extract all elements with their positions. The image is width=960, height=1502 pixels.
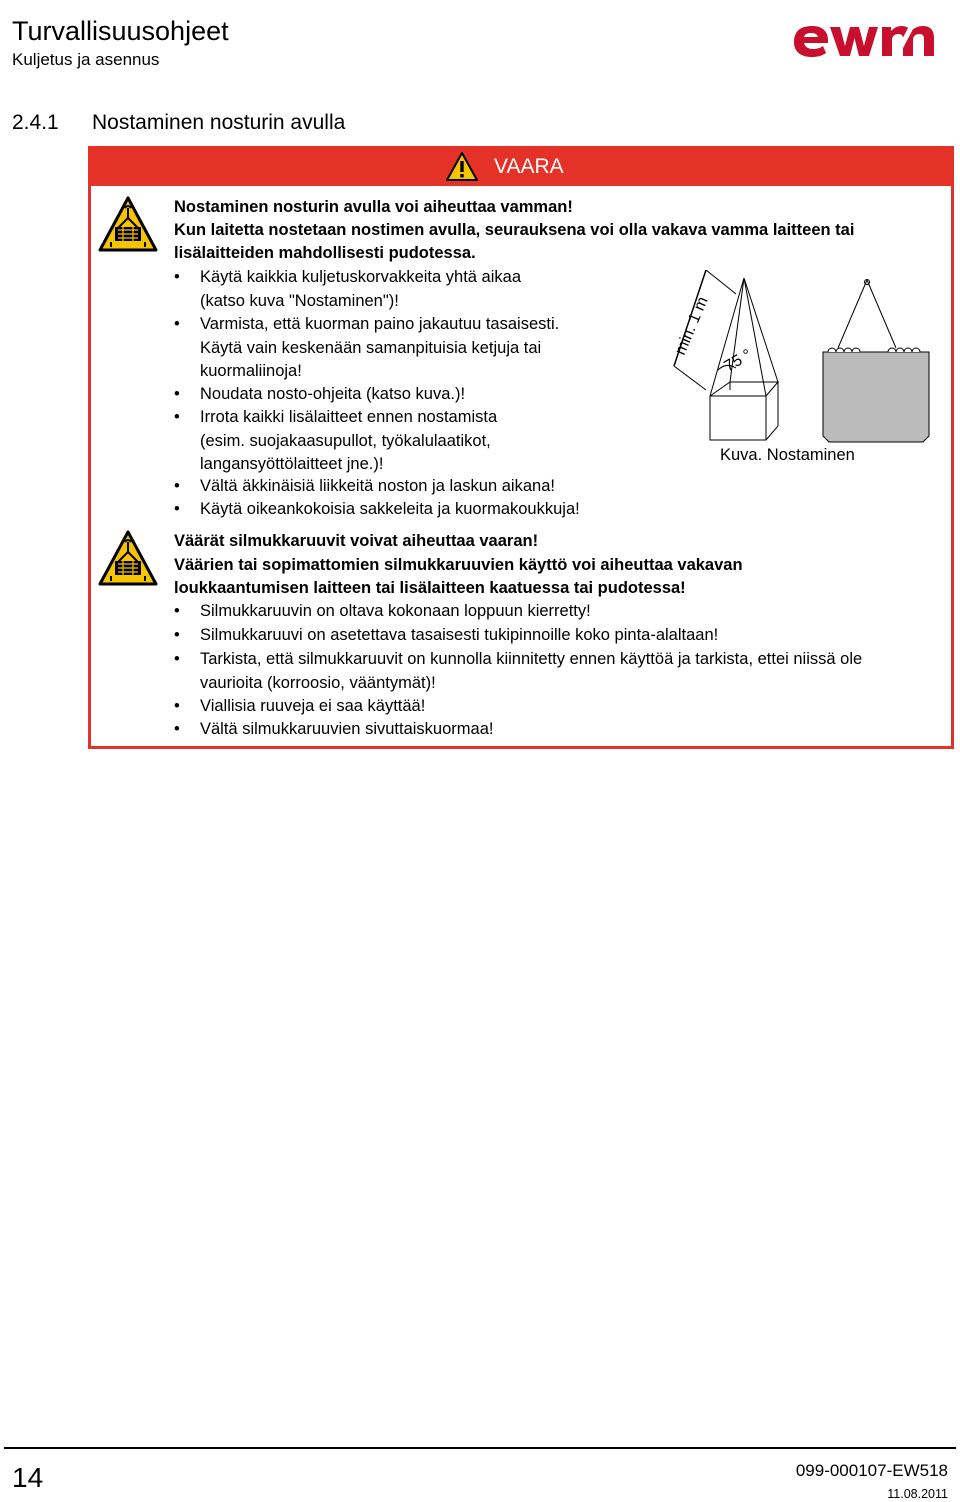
angle-label: 75 ° <box>721 346 755 376</box>
list-item: Käytä oikeankokoisia sakkeleita ja kuormakoukkuja! <box>200 500 580 518</box>
page-title: Turvallisuusohjeet <box>12 16 229 46</box>
bullet: • <box>174 626 180 644</box>
warning-text: loukkaantumisen laitteen tai lisälaitteen kaatuessa tai pudotessa! <box>174 579 686 597</box>
list-item: Irrota kaikki lisälaitteet ennen nostamista (esim. suojakaasupullot, työkalulaatikot, langansyöttölaitteet jne.)! <box>200 408 498 473</box>
list-item: Silmukkaruuvin on oltava kokonaan loppuun kierretty! <box>200 602 591 620</box>
warning-text: Kun laitetta nostetaan nostimen avulla, seurauksena voi olla vakava vamma laitteen tai <box>174 221 855 239</box>
list-item: Tarkista, että silmukkaruuvit on kunnolla kiinnitetty ennen käyttöä ja tarkista, ettei niissä ole vaurioita (korroosio, vääntymät)! <box>200 650 863 692</box>
bullet: • <box>174 602 180 620</box>
bullet: • <box>174 315 180 333</box>
section-heading <box>12 110 345 136</box>
bullet: • <box>174 697 180 715</box>
bullet: • <box>174 385 180 403</box>
box-illustration <box>823 280 929 443</box>
warning-label: VAARA <box>494 155 564 178</box>
lifting-figure <box>640 270 940 470</box>
list-item: Viallisia ruuveja ei saa käyttää! <box>200 697 426 715</box>
page-subtitle: Kuljetus ja asennus <box>12 50 160 69</box>
figure-caption: Kuva. Nostaminen <box>720 446 855 464</box>
section-number: 2.4.1 <box>12 111 59 134</box>
ewm-logo <box>792 20 936 58</box>
footer-divider <box>4 1447 956 1449</box>
bullet: • <box>174 500 180 518</box>
bullet: • <box>174 268 180 286</box>
bullet: • <box>174 408 180 426</box>
bullet: • <box>174 720 180 738</box>
warning-text: Väärien tai sopimattomien silmukkaruuvien käyttö voi aiheuttaa vakavan <box>174 556 743 574</box>
warning-text: lisälaitteiden mahdollisesti pudotessa. <box>174 244 476 262</box>
bullet: • <box>174 477 180 495</box>
document-number: 099-000107-EW518 <box>795 1461 948 1480</box>
warning-heading: Nostaminen nosturin avulla voi aiheuttaa vamman! <box>174 198 573 216</box>
suspended-load-sign-icon <box>98 196 158 252</box>
list-item: Vältä silmukkaruuvien sivuttaiskuormaa! <box>200 720 494 738</box>
bullet: • <box>174 650 180 668</box>
list-item: Noudata nosto-ohjeita (katso kuva.)! <box>200 385 466 403</box>
document-date: 11.08.2011 <box>887 1487 948 1501</box>
warning-heading: Väärät silmukkaruuvit voivat aiheuttaa vaaran! <box>174 532 539 550</box>
warning-triangle-icon <box>446 151 478 182</box>
list-item: Käytä kaikkia kuljetuskorvakkeita yhtä aikaa (katso kuva "Nostaminen")! <box>200 268 521 310</box>
section-title: Nostaminen nosturin avulla <box>92 111 346 134</box>
list-item: Vältä äkkinäisiä liikkeitä noston ja laskun aikana! <box>200 477 555 495</box>
page-number: 14 <box>12 1462 44 1493</box>
list-item: Silmukkaruuvi on asetettava tasaisesti tukipinnoille koko pinta-alaltaan! <box>200 626 719 644</box>
length-label: min. 1 m <box>672 294 712 358</box>
suspended-load-sign-icon <box>98 530 158 586</box>
list-item: Varmista, että kuorman paino jakautuu tasaisesti. Käytä vain keskenään samanpituisia ketjuja tai kuormaliinoja! <box>200 315 560 380</box>
